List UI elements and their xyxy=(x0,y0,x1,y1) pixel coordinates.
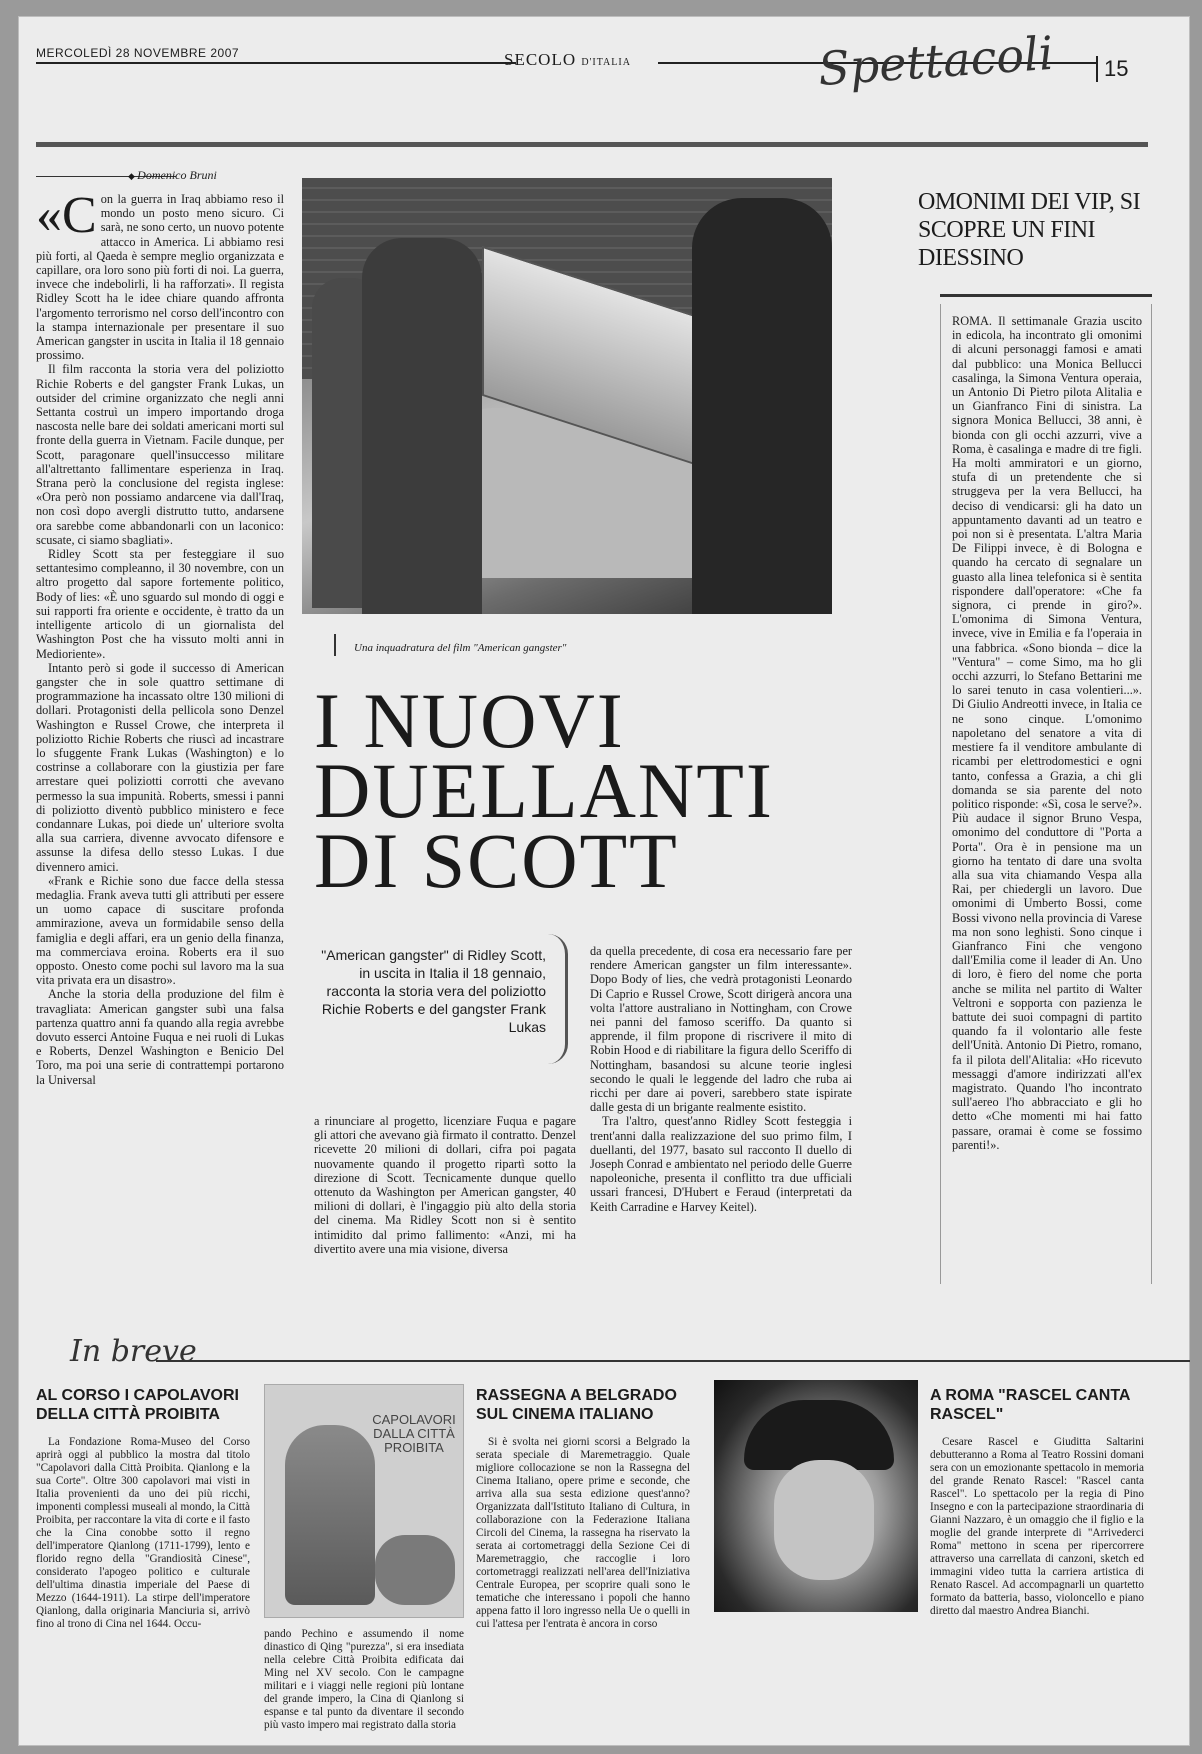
article-paragraph: Intanto però si gode il successo di American gangster che in sole quattro settimane di programmazione ha incassato oltre 130 milioni di dollari. Protagonisti della pellicola sono Denzel Washington e Russel Crowe, che interpreta il poliziotto Richie Roberts che riuscì ad incastrare lo sfuggente Frank Lukas (Washington) e lo costrinse a collaborare con la giustizia per fare arrestare quei poliziotti corrotti che avevano permesso la sua impunità. Roberts, smessi i panni di poliziotto diventò pubblico ministero e fece condannare Lukas, poi diede un' ulteriore svolta alla sua carriera, divenne avvocato difensore e assunse la difesa dello stesso Lukas. I due divennero amici. xyxy=(36,660,284,874)
brief-paragraph: La Fondazione Roma-Museo del Corso aprirà oggi al pubblico la mostra dal titolo "Capolavori dalla Città Proibita. Qianlong e la sua Corte". Oltre 300 capolavori mai visti in Italia provenienti da uno dei più ricchi, imponenti complessi museali al mondo, la Città Proibita, per raccontare la vita di corte e il fasto che la Cina conobbe sotto il regno dell'imperatore Qianlong (1711-1799), lento e florido regno della "Grandiosità Cinese", considerato l'apogeo politico e culturale dell'ultima dinastia imperiale del Paese di Mezzo (1644-1911). La stirpe dell'imperatore Qianlong, dalla originaria Manciuria si, arrivò fino al trono di Cina nel 1644. Occu- xyxy=(36,1436,250,1630)
exhibition-poster xyxy=(264,1384,464,1618)
article-paragraph: a rinunciare al progetto, licenziare Fuqua e pagare gli attori che avevano già firmato il contratto. Denzel ricevette 20 milioni di dollari, cifra poi pagata nuovamente quando il progetto ripartì sotto la direzione di Scott. Tecnicamente dunque quello ottenuto da Washington per American gangster, 40 milioni di dollari, è l'ingaggio più alto della storia del cinema. Ma Ridley Scott non si è sentito intimidito dal primo fallimento: «Anzi, mi ha divertito avere una mia visione, diversa xyxy=(314,1114,576,1256)
photo-figure-crowe xyxy=(362,238,482,614)
brief-paragraph: Si è svolta nei giorni scorsi a Belgrado la serata speciale di Maremetraggio. Quale migliore collocazione se non la Rassegna del Cinema Italiano, opere prime e seconde, che arriva alla sua sesta edizione quest'anno? Organizzata dall'Istituto Italiano di Cultura, in collaborazione con la Federazione Italiana Circoli del Cinema, la rassegna ha riservato la serata ai cortometraggi della Sezione Cei di Maremetraggio, che raccoglie i loro cortometraggi realizzati nell'area dell'Iniziativa Centrale Europea, per scoprire quali sono le tematiche che interessano i popoli che hanno appena fatto il loro ingresso nella Ue o quelli in cui l'attesa per l'entrata è ancora in corso xyxy=(476,1436,690,1630)
newspaper-page xyxy=(18,16,1190,1746)
article-paragraph: Il film racconta la storia vera del poliziotto Richie Roberts e del gangster Frank Lukas, un outsider del crimine organizzato che negli anni Settanta costruì un impero importando droga nascosta nelle bare dei soldati americani morti sul fronte della guerra in Vietnam. Facile dunque, per Scott, paragonare quell'insuccesso militare all'altrettanto fallimentare esperienza in Iraq. Strana però la conclusione del regista inglese: «Ora però non possiamo andarcene via dall'Iraq, non così dopo avergli distrutto tutto, andarsene ora sarebbe come abbandonarli con un laconico: scusate, ci siamo sbagliati». xyxy=(36,362,284,547)
article-column-1 xyxy=(36,192,284,1292)
brief-paragraph: pando Pechino e assumendo il nome dinastico di Qing "purezza", si era insediata nella celebre Città Proibita edificata dai Ming nel XV secolo. Con le campagne militari e i viaggi nelle regioni più lontane del grande impero, la Cina di Qianlong si espanse e tal punto da diventare il secondo più vasto impero mai registrato dalla storia xyxy=(264,1628,464,1731)
issue-date: MERCOLEDÌ 28 NOVEMBRE 2007 xyxy=(36,46,240,60)
poster-horse xyxy=(375,1535,455,1605)
article-paragraph: on la guerra in Iraq abbiamo reso il mondo un posto meno sicuro. Ci sarà, ne sono certo, un nuovo potente attacco in America. Li abbiamo resi più forti, al Qaeda è sempre meglio organizzata e capillare, ora loro sono più forti di noi. La guerra, invece che indebolirli, li ha rafforzati». Il regista Ridley Scott ha le idee chiare quando affronta l'argomento terrorismo nel corso dell'incontro con la stampa internazionale per presentare il suo American gangster in uscita in Italia il 18 gennaio prossimo. xyxy=(36,192,284,363)
drop-cap: «C xyxy=(36,192,97,244)
byline: ◆ Domenico Bruni xyxy=(128,168,217,183)
article-column-3 xyxy=(590,944,852,1294)
brief-title: RASSEGNA A BELGRADO SUL CINEMA ITALIANO xyxy=(476,1387,677,1423)
brief-text xyxy=(36,1436,250,1736)
article-paragraph: Anche la storia della produzione del film è travagliata: American gangster subì una falsa partenza quattro anni fa quando alla regia avrebbe dovuto esserci Antoine Fuqua e nei ruoli di Lukas e Roberts, Denzel Washington e Benicio Del Toro, ma poi una serie di contrattempi portarono la Universal xyxy=(36,987,284,1087)
article-paragraph: Tra l'altro, quest'anno Ridley Scott festeggia i trent'anni dalla realizzazione del suo primo film, I duellanti, del 1977, basato sul racconto Il duello di Joseph Conrad e ambientato nel periodo delle Guerre napoleoniche, presenta il conflitto tra due ufficiali ussari francesi, D'Hubert e Feraud (interpretati da Keith Carradine e Harvey Keitel). xyxy=(590,1114,852,1214)
brief-title: AL CORSO I CAPOLAVORI DELLA CITTÀ PROIBITA xyxy=(36,1387,239,1423)
article-deck: "American gangster" di Ridley Scott, in uscita in Italia il 18 gennaio, racconta la storia vera del poliziotto Richie Roberts e del gangster Frank Lukas xyxy=(321,947,546,1035)
headline xyxy=(314,677,774,904)
article-paragraph: da quella precedente, di cosa era necessario fare per rendere American gangster un film interessante». Dopo Body of lies, che vedrà protagonisti Leonardo Di Caprio e Russel Crowe, Scott dirigerà ancora una volta l'attore australiano in Nottingham, con Crowe nei panni del famoso sceriffo. Da quanto si apprende, il film propone di riscrivere il mito di Robin Hood e di riabilitare la figura dello Sceriffo di Nottingham, basandosi su alcune teorie inglesi secondo le quali le leggende del ladro che ruba ai ricchi per dare ai poveri, sarebbero state ispirate dalle gesta di un brigante realmente esistito. xyxy=(590,944,852,1115)
film-still-photo xyxy=(302,178,832,614)
brief-text-continued xyxy=(264,1628,464,1738)
briefs-rule xyxy=(156,1360,1190,1362)
article-paragraph: «Frank e Richie sono due facce della stessa medaglia. Frank aveva tutti gli attributi per essere un uomo capace di suscitare profonda ammirazione, aveva un formidabile senso della famiglia e degli affari, era un genio della finanza, ma commerciava eroina. Roberts era il suo opposto. Onesto come pochi sul lavoro ma la sua vita privata era un disastro». xyxy=(36,873,284,988)
section-title: Spettacoli xyxy=(816,25,1056,97)
article-column-2 xyxy=(314,1114,576,1294)
sidebar-title: OMONIMI DEI VIP, SI SCOPRE UN FINI DIESSINO xyxy=(918,189,1141,271)
newspaper-name-main: SECOLO xyxy=(504,50,577,69)
brief-text xyxy=(476,1436,690,1736)
poster-title: CAPOLAVORI DALLA CITTÀ PROIBITA xyxy=(372,1412,456,1455)
briefs-bar xyxy=(36,1352,1190,1368)
sidebar-text: ROMA. Il settimanale Grazia uscito in edicola, ha incontrato gli omonimi di alcuni personaggi famosi e amati dal pubblico: una Monica Bellucci casalinga, la Simona Ventura operaia, un Antonio Di Pietro pilota Alitalia e un Gianfranco Fini di sinistra. La signora Monica Bellucci, 38 anni, è bionda con gli occhi azzurri, vive a Roma, è casalinga e madre di tre figli. Ha molti ammiratori e un giorno, stufa di un pretendente che si struggeva per la vera Bellucci, ha deciso di vendicarsi: gli ha dato un appuntamento davanti ad un teatro e poi non si è presentata. L'altra Maria De Filippi invece, è di Bologna e quando ha cercato di segnalare un guasto alla linea telefonica si è sentita rispondere dall'operatore: «Che fa signora, ci prende in giro?». L'omonima di Simona Ventura, invece, vive in Emilia e fa l'operaia in una fabbrica. «Sono bionda – dice la "Ventura" – come Simo, ma ho gli occhi azzurri, lo Stefano Bettarini me lo sarei tenuto in casa volentieri...». Di Giulio Andreotti invece, in Italia ce ne sono cinque. L'omonimo napoletano del senatore a vita di mestiere fa il venditore ambulante di ricambi per elettrodomestici e ogni tanto, confessa a Grazia, a chi gli domanda se sia parente del noto politico risponde: «Sì, cosa le serve?». Più audace il signor Bruno Vespa, omonimo del conduttore di "Porta a Porta". Ora è in pensione ma un giorno ha tentato di dare una svolta alla sua vita chiamando Vespa alla Rai, per chiedergli un lavoro. Due omonimi di Umberto Bossi, come Bossi vivono nella provincia di Varese ma non sono leghisti. Sono cinque i Gianfranco Fini che vengono dall'Emilia come il leader di An. Uno di loro, è fiero del nome che porta anche se milita nel partito di Walter Veltroni e sopporta con pazienza le battute dei suoi compagni di partito quando fa il volontario alle feste dell'Unità. Antonio Di Pietro, romano, fa il pilota dell'Alitalia: «Ho ricevuto messaggi d'amore indirizzati all'ex magistrato. Quando l'ho incontrato sull'aereo l'ho abbracciato e gli ho detto «Che momenti mi hai fatto passare, oramai è come se fossimo parenti!». xyxy=(952,314,1142,1152)
photo-figure-washington xyxy=(692,198,832,614)
briefs-label: In breve xyxy=(70,1334,197,1369)
rascel-portrait xyxy=(714,1380,918,1612)
brief-text xyxy=(930,1436,1144,1736)
photo-caption: Una inquadratura del film "American gangster" xyxy=(354,642,567,654)
newspaper-name-suffix: D'ITALIA xyxy=(581,57,631,68)
header-thick-rule xyxy=(36,142,1148,147)
page-number: 15 xyxy=(1096,56,1128,82)
article-paragraph: Ridley Scott sta per festeggiare il suo settantesimo compleanno, il 30 novembre, con un altro progetto dal sapore fortemente politico, Body of lies: «È uno sguardo sul mondo di oggi e sui rapporti fra oriente e occidente, è tratto da un intelligente articolo di un giornalista del Washington Post che ha vissuto molti anni in Medioriente». xyxy=(36,547,284,661)
headline-line: I NUOVI xyxy=(314,677,625,764)
headline-line: DUELLANTI xyxy=(314,747,774,834)
sidebar-rule xyxy=(940,294,1152,297)
caption-mark xyxy=(334,634,336,656)
header-rule-left xyxy=(36,62,516,64)
headline-line: DI SCOTT xyxy=(314,817,679,904)
deck-bracket xyxy=(548,934,568,1064)
brief-title: A ROMA "RASCEL CANTA RASCEL" xyxy=(930,1387,1130,1423)
newspaper-name xyxy=(504,50,631,70)
portrait-face xyxy=(774,1460,874,1580)
poster-statue xyxy=(285,1425,375,1605)
brief-paragraph: Cesare Rascel e Giuditta Saltarini debutteranno a Roma al Teatro Rossini domani sera con un emozionante spettacolo in memoria del grande Renato Rascel: "Rascel canta Rascel". Lo spettacolo per la regia di Pino Insegno e con la partecipazione straordinaria di Gianni Nazzaro, è un omaggio che il figlio e la moglie del grande interprete di "Arrivederci Roma" mettono in scena per ripercorrere attraverso una carrellata di canzoni, sketch ed immagini video tutta la carriera artistica di Renato Rascel. Ad accompagnarli un quartetto formato da batteria, basso, violoncello e piano diretto dal maestro Andrea Bianchi. xyxy=(930,1436,1144,1617)
